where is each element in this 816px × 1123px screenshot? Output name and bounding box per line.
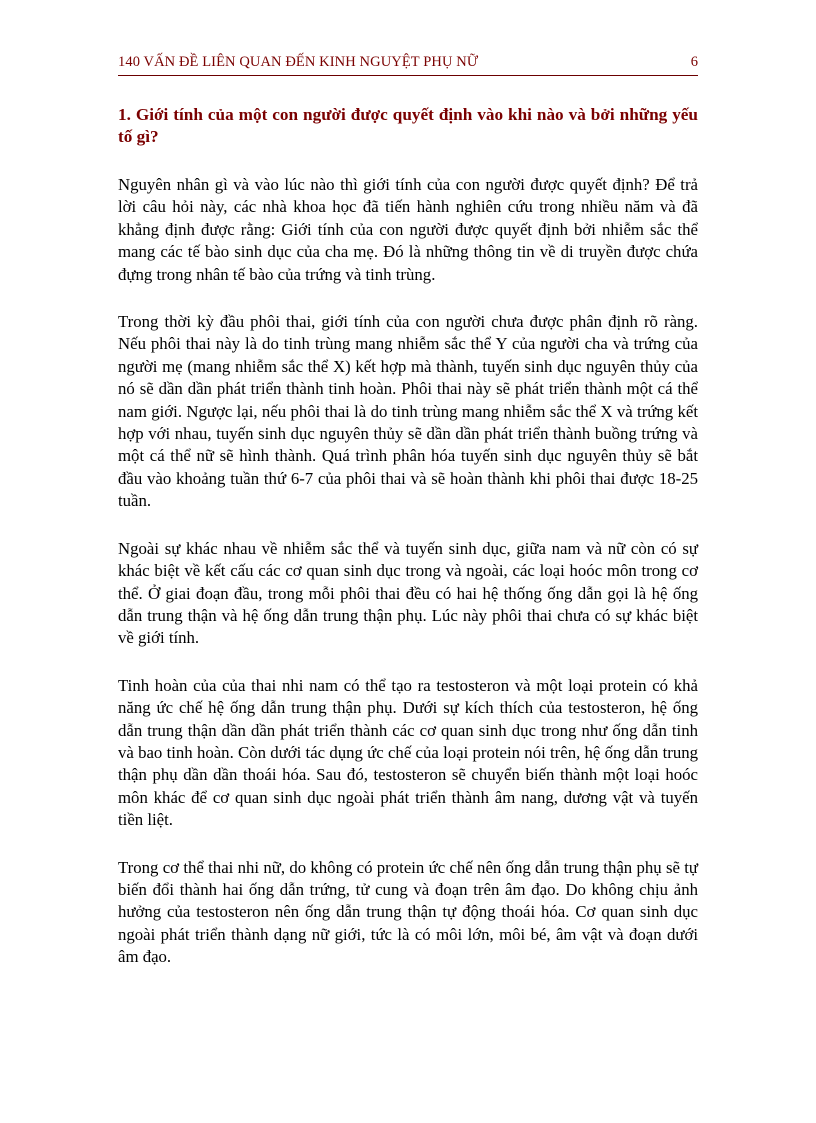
running-title: 140 VẤN ĐỀ LIÊN QUAN ĐẾN KINH NGUYỆT PHỤ NỮ [118, 54, 479, 70]
page-body [118, 104, 698, 994]
paragraph-3: Ngoài sự khác nhau về nhiễm sắc thể và tuyến sinh dục, giữa nam và nữ còn có sự khác biệt về kết cấu các cơ quan sinh dục trong và ngoài, các loại hoóc môn trong cơ thể. Ở giai đoạn đầu, trong mỗi phôi thai đều có hai hệ thống ống dẫn gọi là hệ ống dẫn trung thận và hệ ống dẫn trung thận phụ. Lúc này phôi thai chưa có sự khác biệt về giới tính. [118, 538, 698, 648]
paragraph-4: Tinh hoàn của của thai nhi nam có thể tạo ra testosteron và một loại protein có khả năng ức chế hệ ống dẫn trung thận phụ. Dưới sự kích thích của testosteron, hệ ống dẫn trung thận dần dần phát triển thành các cơ quan sinh dục trong như ống dẫn tinh và bao tinh hoàn. Còn dưới tác dụng ức chế của loại protein nói trên, hệ ống dẫn trung thận phụ dần dần thoái hóa. Sau đó, testosteron sẽ chuyển biến thành một loại hoóc môn khác để cơ quan sinh dục ngoài phát triển thành âm nang, dương vật và tuyến tiền liệt. [118, 675, 698, 830]
paragraph-5: Trong cơ thể thai nhi nữ, do không có protein ức chế nên ống dẫn trung thận phụ sẽ tự biến đổi thành hai ống dẫn trứng, tử cung và đoạn trên âm đạo. Do không chịu ảnh hưởng của testosteron nên ống dẫn trung thận tự động thoái hóa. Cơ quan sinh dục ngoài phát triển thành dạng nữ giới, tức là có môi lớn, môi bé, âm vật và đoạn dưới âm đạo. [118, 857, 698, 967]
page-number: 6 [690, 54, 698, 70]
paragraph-2: Trong thời kỳ đầu phôi thai, giới tính của con người chưa được phân định rõ ràng. Nếu phôi thai này là do tinh trùng mang nhiễm sắc thể Y của người cha và trứng của người mẹ (mang nhiễm sắc thể X) kết hợp mà thành, tuyến sinh dục nguyên thủy của nó sẽ dần dần phát triển thành tinh hoàn. Phôi thai này sẽ phát triển thành một cá thể nam giới. Ngược lại, nếu phôi thai là do tinh trùng mang nhiễm sắc thể X và trứng kết hợp với nhau, tuyến sinh dục nguyên thủy sẽ dần dần phát triển thành buồng trứng và một cá thể nữ sẽ hình thành. Quá trình phân hóa tuyến sinh dục nguyên thủy sẽ bắt đầu vào khoảng tuần thứ 6-7 của phôi thai và sẽ hoàn thành khi phôi thai được 18-25 tuần. [118, 312, 698, 511]
page-header [118, 53, 698, 76]
paragraph-1: Nguyên nhân gì và vào lúc nào thì giới tính của con người được quyết định? Để trả lời câu hỏi này, các nhà khoa học đã tiến hành nghiên cứu trong nhiều năm và đã khẳng định được rằng: Giới tính của con người được quyết định bởi nhiễm sắc thể mang các tế bào sinh dục của cha mẹ. Đó là những thông tin về di truyền được chứa đựng trong nhân tế bào của trứng và tinh trùng. [118, 175, 698, 284]
section-heading: 1. Giới tính của một con người được quyết định vào khi nào và bởi những yếu tố gì? [118, 105, 698, 146]
